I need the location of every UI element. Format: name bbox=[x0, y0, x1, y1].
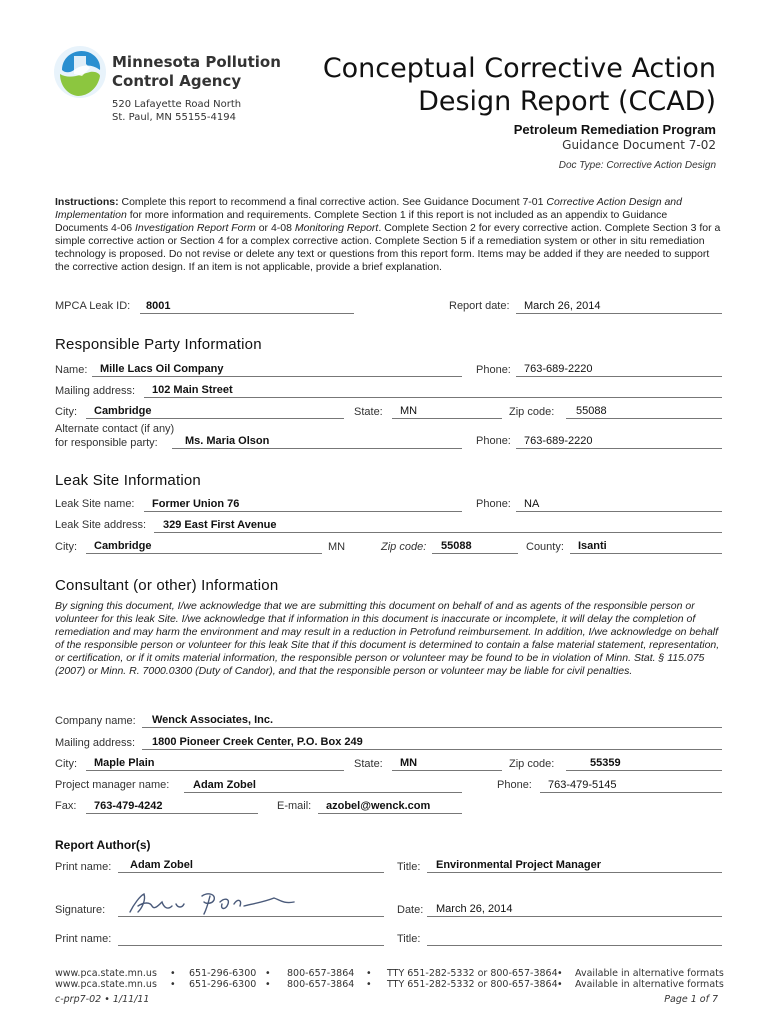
rp-alt-phone-label: Phone: bbox=[476, 435, 511, 447]
signature-label: Signature: bbox=[55, 904, 106, 916]
rp-city-field[interactable]: Cambridge bbox=[94, 405, 152, 417]
author-title-label: Title: bbox=[397, 861, 421, 873]
agency-name-line1: Minnesota Pollution bbox=[112, 53, 281, 71]
consultant-zip-label: Zip code: bbox=[509, 758, 555, 770]
rp-city-label: City: bbox=[55, 406, 77, 418]
signature-image bbox=[124, 886, 304, 920]
instructions-text: Instructions: Complete this report to recommend a final corrective action. See Guidance Document 7-01 Corrective Action Design and Implementation for more information and requirements. Complete Section 1 if this report is not included as an appendix to Guidance Documents 4-06 Investigation Report Form or 4-08 Monitoring Report. Complete Section 2 for every corrective action. Complete Section 3 for a simple corrective action or Section 4 for a complex corrective action. Complete Section 5 if a remediation system or other in situ remediation technology is proposed. Do not revise or delete any text or questions from this report form. Items may be added if they are needed to support the corrective action design. If an item is not applicable, provide a brief explanation. bbox=[55, 196, 721, 273]
company-name-label: Company name: bbox=[55, 715, 136, 727]
report-date-field[interactable]: March 26, 2014 bbox=[524, 300, 601, 312]
date-field[interactable]: March 26, 2014 bbox=[436, 903, 513, 915]
ls-phone-label: Phone: bbox=[476, 498, 511, 510]
rp-mailing-field[interactable]: 102 Main Street bbox=[152, 384, 233, 396]
instructions-label: Instructions: bbox=[55, 196, 119, 208]
project-manager-field[interactable]: Adam Zobel bbox=[193, 779, 256, 791]
ls-city-field[interactable]: Cambridge bbox=[94, 540, 152, 552]
rp-phone-label: Phone: bbox=[476, 364, 511, 376]
fax-field[interactable]: 763-479-4242 bbox=[94, 800, 163, 812]
doc-type: Doc Type: Corrective Action Design bbox=[558, 160, 716, 171]
footer-bullets-2: • • bbox=[265, 968, 271, 990]
author-title-label-2: Title: bbox=[397, 933, 421, 945]
consultant-heading: Consultant (or other) Information bbox=[55, 577, 279, 594]
footer-phone: 651-296-6300 651-296-6300 bbox=[189, 968, 257, 990]
agency-name-line2: Control Agency bbox=[112, 72, 242, 90]
responsible-party-heading: Responsible Party Information bbox=[55, 336, 262, 353]
consultant-state-field[interactable]: MN bbox=[400, 757, 418, 769]
rp-name-label: Name: bbox=[55, 364, 88, 376]
agency-address-line1: 520 Lafayette Road North bbox=[112, 99, 242, 110]
consultant-city-field[interactable]: Maple Plain bbox=[94, 757, 155, 769]
rp-name-field[interactable]: Mille Lacs Oil Company bbox=[100, 363, 224, 375]
document-title bbox=[323, 52, 716, 118]
rp-zip-label: Zip code: bbox=[509, 406, 555, 418]
footer-bullets-3: • • bbox=[366, 968, 372, 990]
ls-zip-label: Zip code: bbox=[381, 541, 427, 553]
footer-form-code: c-prp7-02 • 1/11/11 bbox=[55, 994, 150, 1005]
ls-state-value: MN bbox=[328, 541, 346, 553]
rp-alt-label bbox=[55, 423, 174, 449]
print-name-label: Print name: bbox=[55, 861, 112, 873]
guidance-number: Guidance Document 7-02 bbox=[562, 138, 716, 152]
print-name-label-2: Print name: bbox=[55, 933, 112, 945]
rp-state-field[interactable]: MN bbox=[400, 405, 418, 417]
consultant-zip-field[interactable]: 55359 bbox=[590, 757, 621, 769]
print-name-field[interactable]: Adam Zobel bbox=[130, 859, 193, 871]
ls-city-label: City: bbox=[55, 541, 77, 553]
consultant-mailing-field[interactable]: 1800 Pioneer Creek Center, P.O. Box 249 bbox=[152, 736, 363, 748]
program-name: Petroleum Remediation Program bbox=[513, 122, 716, 137]
rp-alt-phone-field[interactable]: 763-689-2220 bbox=[524, 435, 593, 447]
report-date-label: Report date: bbox=[449, 300, 510, 312]
rp-alt-label-line1: Alternate contact (if any) bbox=[55, 423, 175, 435]
ls-county-field[interactable]: Isanti bbox=[578, 540, 607, 552]
leak-id-field[interactable]: 8001 bbox=[146, 300, 171, 312]
ls-address-label: Leak Site address: bbox=[55, 519, 147, 531]
footer-tty: TTY 651-282-5332 or 800-657-3864 TTY 651-282-5332 or 800-657-3864 bbox=[387, 968, 558, 990]
ls-phone-field[interactable]: NA bbox=[524, 498, 540, 510]
consultant-phone-label: Phone: bbox=[497, 779, 532, 791]
consultant-statement: By signing this document, I/we acknowledge that we are submitting this document on behalf of and as agents of the responsible person or volunteer for this leak Site. I/we acknowledge that if information in this document is inaccurate or incomplete, it will delay the completion of remediation and may harm the environment and may result in a reduction in Petrofund reimbursement. In addition, I/we acknowledge on behalf of the responsible person or volunteer for this leak Site that if this document is determined to contain a false material statement, representation, or certification, or if it omits material information, the responsible person or volunteer may be found to be in violation of Minn. Stat. § 115.075 (2007) or Minn. R. 7000.0300 (Duty of Candor), and that the responsible person or volunteer may be liable for civil penalties. bbox=[55, 600, 720, 677]
report-authors-heading: Report Author(s) bbox=[55, 838, 151, 852]
footer-bullets-4: • • bbox=[557, 968, 563, 990]
agency-name bbox=[112, 53, 281, 91]
footer-alt-formats: Available in alternative formats Available in alternative formats bbox=[575, 968, 724, 990]
agency-address bbox=[112, 98, 241, 124]
author-title-field[interactable]: Environmental Project Manager bbox=[436, 859, 602, 871]
email-label: E-mail: bbox=[277, 800, 312, 812]
rp-alt-contact-field[interactable]: Ms. Maria Olson bbox=[185, 435, 270, 447]
consultant-city-label: City: bbox=[55, 758, 77, 770]
fax-label: Fax: bbox=[55, 800, 77, 812]
ls-zip-field[interactable]: 55088 bbox=[441, 540, 472, 552]
date-label: Date: bbox=[397, 904, 424, 916]
footer-bullets-1: • • bbox=[170, 968, 176, 990]
mpca-logo bbox=[52, 44, 108, 100]
leak-site-heading: Leak Site Information bbox=[55, 472, 201, 489]
title-line1: Conceptual Corrective Action bbox=[322, 53, 716, 84]
ls-name-label: Leak Site name: bbox=[55, 498, 135, 510]
consultant-state-label: State: bbox=[354, 758, 383, 770]
consultant-phone-field[interactable]: 763-479-5145 bbox=[548, 779, 617, 791]
rp-phone-field[interactable]: 763-689-2220 bbox=[524, 363, 593, 375]
leak-id-label: MPCA Leak ID: bbox=[55, 300, 131, 312]
consultant-mailing-label: Mailing address: bbox=[55, 737, 136, 749]
ls-address-field[interactable]: 329 East First Avenue bbox=[163, 519, 277, 531]
footer-website: www.pca.state.mn.us www.pca.state.mn.us bbox=[55, 968, 157, 990]
ls-name-field[interactable]: Former Union 76 bbox=[152, 498, 240, 510]
rp-zip-field[interactable]: 55088 bbox=[576, 405, 607, 417]
footer-tollfree: 800-657-3864 800-657-3864 bbox=[287, 968, 355, 990]
title-line2: Design Report (CCAD) bbox=[418, 86, 716, 117]
rp-alt-label-line2: for responsible party: bbox=[55, 437, 158, 449]
footer-page-number: Page 1 of 7 bbox=[664, 994, 718, 1005]
company-name-field[interactable]: Wenck Associates, Inc. bbox=[152, 714, 274, 726]
project-manager-label: Project manager name: bbox=[55, 779, 170, 791]
email-field[interactable]: azobel@wenck.com bbox=[326, 800, 431, 812]
rp-state-label: State: bbox=[354, 406, 383, 418]
rp-mailing-label: Mailing address: bbox=[55, 385, 136, 397]
agency-address-line2: St. Paul, MN 55155-4194 bbox=[112, 112, 236, 123]
ls-county-label: County: bbox=[526, 541, 564, 553]
